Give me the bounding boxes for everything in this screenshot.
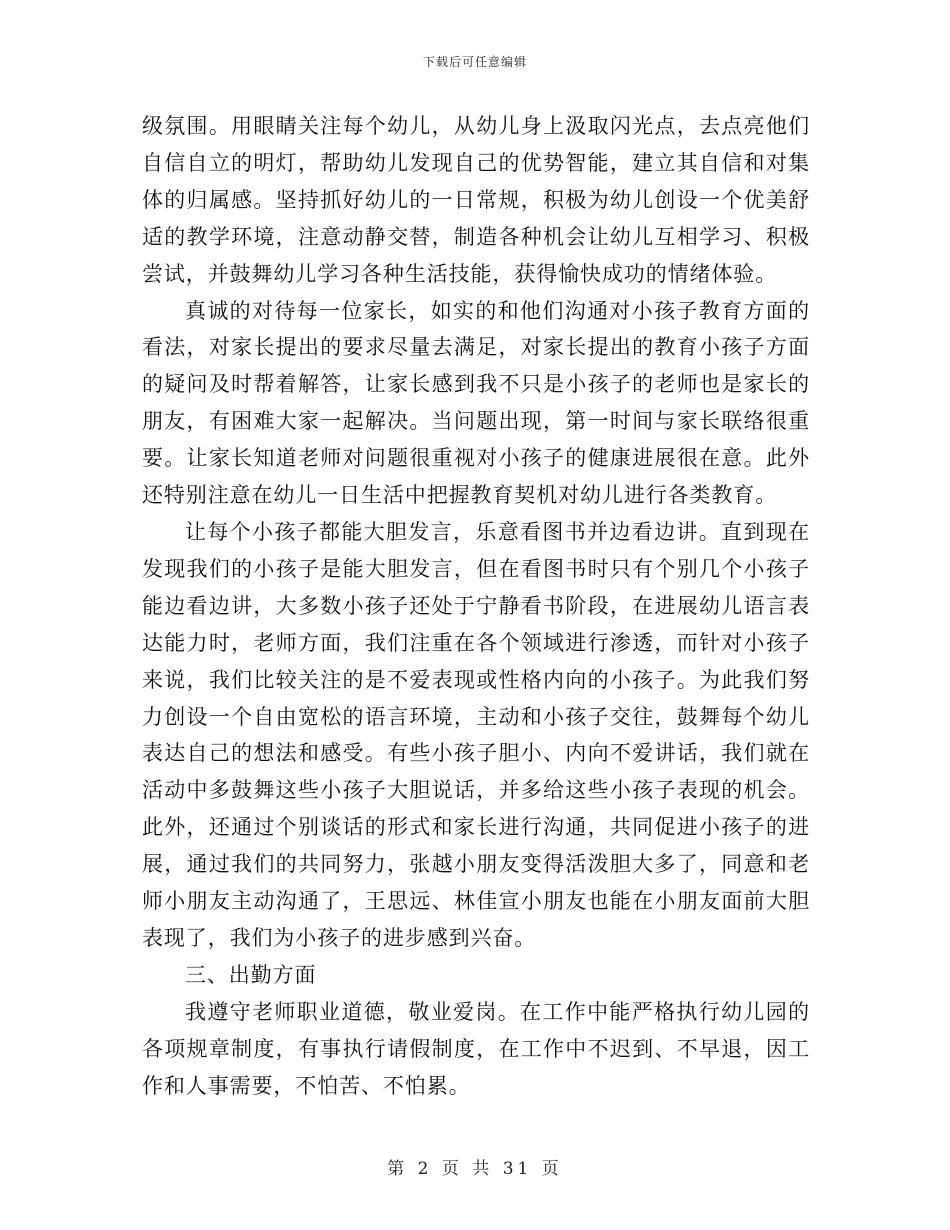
paragraph-language: 让每个小孩子都能大胆发言，乐意看图书并边看边讲。直到现在发现我们的小孩子是能大胆发言，但在看图书时只有个别几个小孩子能边看边讲，大多数小孩子还处于宁静看书阶段，在进展幼儿语言表达能力时，老师方面，我们注重在各个领域进行渗透，而针对小孩子来说，我们比较关注的是不爱表现或性格内向的小孩子。为此我们努力创设一个自由宽松的语言环境，主动和小孩子交往，鼓舞每个幼儿表达自己的想法和感受。有些小孩子胆小、内向不爱讲话，我们就在活动中多鼓舞这些小孩子大胆说话，并多给这些小孩子表现的机会。此外，还通过个别谈话的形式和家长进行沟通，共同促进小孩子的进展，通过我们的共同努力，张越小朋友变得活泼胆大多了，同意和老师小朋友主动沟通了，王思远、林佳宣小朋友也能在小朋友面前大胆表现了，我们为小孩子的进步感到兴奋。	[142, 519, 810, 950]
paragraph-continuation: 级氛围。用眼睛关注每个幼儿，从幼儿身上汲取闪光点，去点亮他们自信自立的明灯，帮助幼儿发现自己的优势智能，建立其自信和对集体的归属感。坚持抓好幼儿的一日常规，积极为幼儿创设一个优美舒适的教学环境，注意动静交替，制造各种机会让幼儿互相学习、积极尝试，并鼓舞幼儿学习各种生活技能，获得愉快成功的情绪体验。	[142, 114, 810, 286]
paragraph-attendance: 我遵守老师职业道德，敬业爱岗。在工作中能严格执行幼儿园的各项规章制度，有事执行请假制度，在工作中不迟到、不早退，因工作和人事需要，不怕苦、不怕累。	[142, 999, 810, 1098]
document-body	[142, 108, 810, 1104]
page-header: 下载后可任意编辑	[422, 55, 527, 69]
paragraph-parents: 真诚的对待每一位家长，如实的和他们沟通对小孩子教育方面的看法，对家长提出的要求尽量去满足，对家长提出的教育小孩子方面的疑问及时帮着解答，让家长感到我不只是小孩子的老师也是家长的朋友，有困难大家一起解决。当问题出现，第一时间与家长联络很重要。让家长知道老师对问题很重视对小孩子的健康进展很在意。此外还特别注意在幼儿一日生活中把握教育契机对幼儿进行各类教育。	[142, 298, 810, 508]
section-heading-attendance: 三、出勤方面	[185, 962, 317, 987]
page-number: 第 2 页 共 31 页	[387, 1159, 563, 1179]
